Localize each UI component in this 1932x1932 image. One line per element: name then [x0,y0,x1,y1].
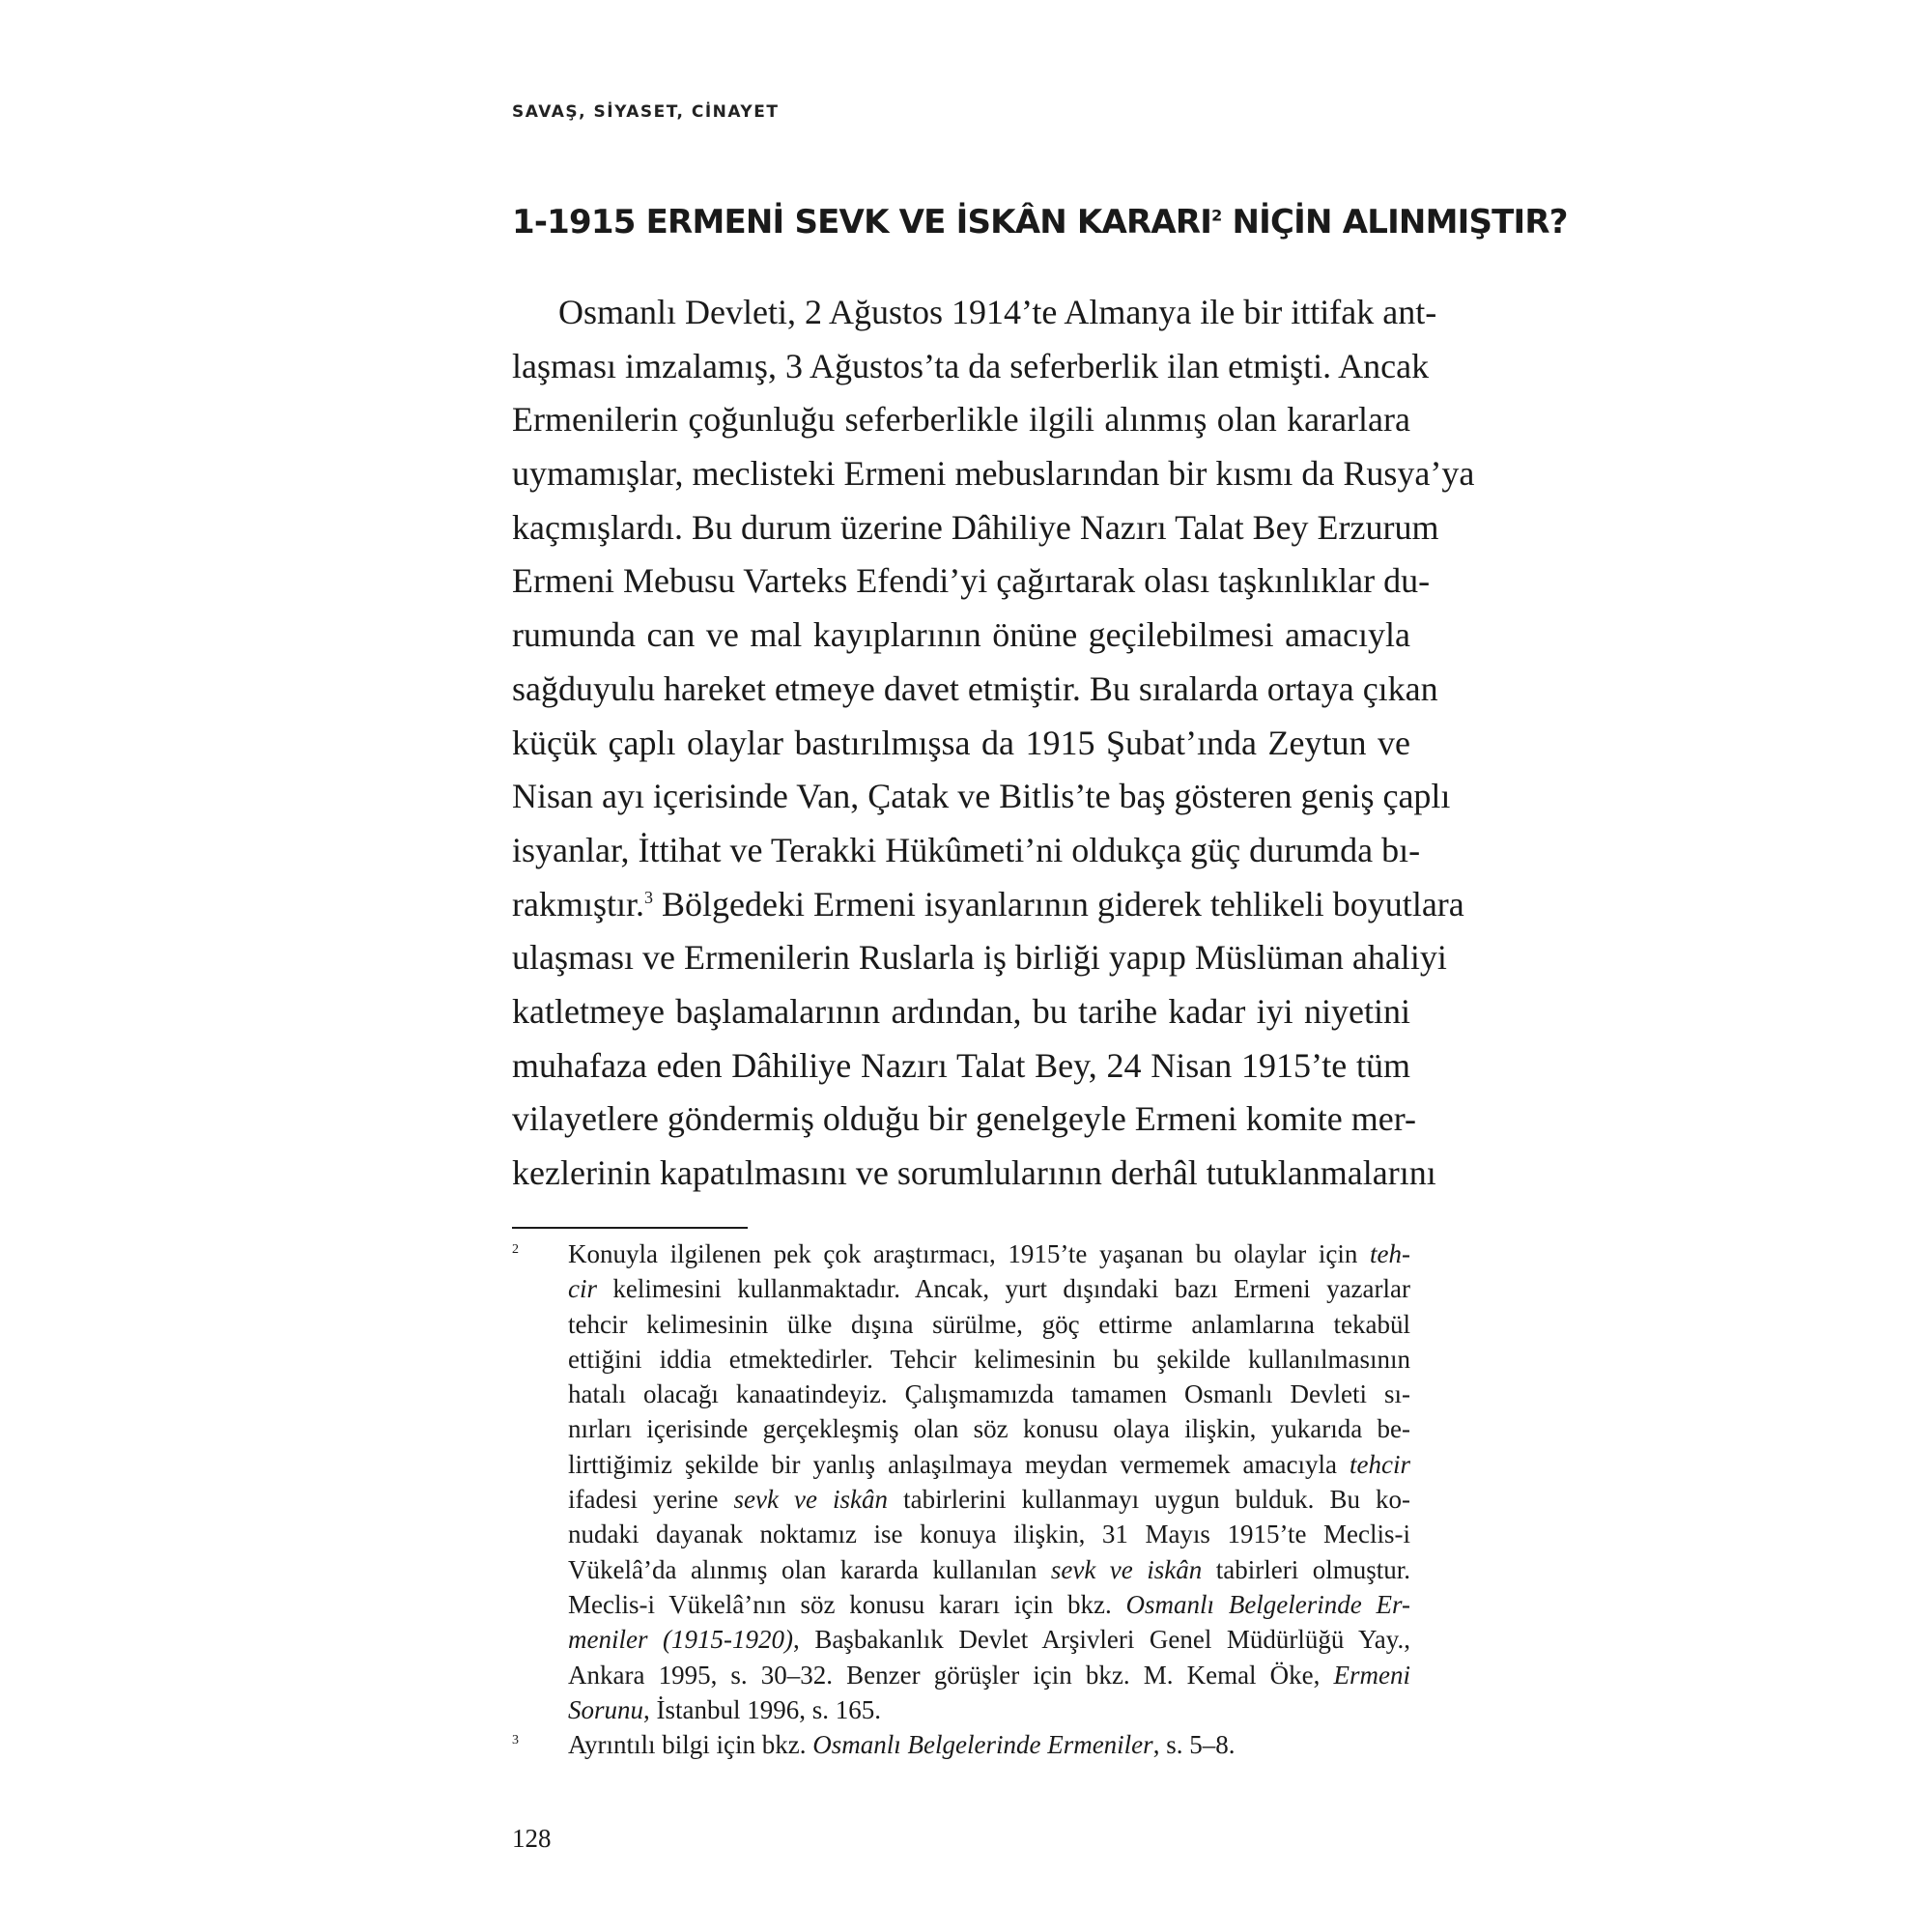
footnote-ref-3[interactable]: 3 [644,887,653,907]
footnote-italic: sevk ve iskân [733,1485,889,1515]
chapter-title-end: NİÇİN ALINMIŞTIR? [1221,203,1568,242]
body-line: uymamışlar, meclisteki Ermeni mebuslarından bir kısmı da Rusya’ya [512,454,1475,494]
book-page [512,0,1568,1932]
footnote-italic: Osmanlı Belgelerinde Ermeniler [812,1730,1153,1760]
body-line: kezlerinin kapatılmasını ve sorumlularının derhâl tutuklanmalarını [512,1153,1436,1192]
page-number: 128 [512,1824,552,1853]
footnote-line [568,1727,1410,1762]
footnote-text: ifadesi yerine [568,1485,734,1515]
footnote-italic: sevk ve iskân [1050,1554,1203,1584]
footnote-line [568,1482,1410,1517]
body-line: vilayetlere göndermiş olduğu bir genelgeyle Ermeni komite mer- [512,1099,1416,1139]
footnote-number: 3 [512,1733,519,1748]
footnote-italic: cir [568,1274,597,1304]
footnote-ref-2[interactable]: 2 [1211,206,1222,225]
body-line: küçük çaplı olaylar bastırılmışsa da 1915 Şubat’ında Zeytun ve [512,723,1410,762]
footnote-line: hatalı olacağı kanaatindeyiz. Çalışmamızda tamamen Osmanlı Devleti sı- [568,1379,1410,1409]
footnote-text: , Başbakanlık Devlet Arşivleri Genel Müdürlüğü Yay., [793,1625,1411,1655]
footnote-line [568,1658,1410,1692]
body-line: katletmeye başlamalarının ardından, bu tarihe kadar iyi niyetini [512,991,1410,1031]
footnote-number: 2 [512,1242,519,1257]
running-head: SAVAŞ, SİYASET, CİNAYET [512,102,780,122]
body-line: muhafaza eden Dâhiliye Nazırı Talat Bey, 24 Nisan 1915’te tüm [512,1045,1410,1085]
footnote-italic: tehcir [1350,1449,1410,1479]
body-text-segment: Bölgedeki Ermeni isyanlarının giderek tehlikeli boyutlara [653,884,1464,923]
footnote-3 [512,1727,1410,1762]
footnote-line [568,1587,1410,1622]
body-line [512,878,1464,932]
footnote-line [568,1692,1410,1727]
footnote-line [568,1622,1410,1657]
footnote-text: lirttiğimiz şekilde bir yanlış anlaşılmaya meydan vermemek amacıyla [568,1449,1350,1479]
footnote-text: tabirlerini kullanmayı uygun bulduk. Bu ko- [888,1485,1411,1515]
chapter-title [512,203,1568,242]
body-line: Nisan ayı içerisinde Van, Çatak ve Bitlis’te baş gösteren geniş çaplı [512,777,1451,816]
footnote-italic: Sorunu [568,1694,644,1724]
footnote-italic: Ermeni [1333,1660,1410,1690]
footnote-text: Meclis-i Vükelâ’nın söz konusu kararı için bkz. [568,1589,1126,1619]
footnote-line [568,1552,1410,1587]
footnote-text: Ayrıntılı bilgi için bkz. [568,1730,813,1760]
footnote-text: tabirleri olmuştur. [1202,1554,1410,1584]
footnote-text: Konuyla ilgilenen pek çok araştırmacı, 1915’te yaşanan bu olaylar için [568,1239,1371,1268]
body-line: laşması imzalamış, 3 Ağustos’ta da seferberlik ilan etmişti. Ancak [512,346,1430,385]
body-line: Osmanlı Devleti, 2 Ağustos 1914’te Almanya ile bir ittifak ant- [558,293,1437,331]
footnote-text: Vükelâ’da alınmış olan kararda kullanılan [568,1554,1051,1584]
footnote-line: nudaki dayanak noktamız ise konuya ilişkin, 31 Mayıs 1915’te Meclis-i [568,1520,1410,1549]
footnote-italic: meniler (1915-1920) [568,1625,794,1655]
body-line: Ermenilerin çoğunluğu seferberlikle ilgili alınmış olan kararlara [512,400,1410,440]
footnote-text: kelimesini kullanmaktadır. Ancak, yurt dışındaki bazı Ermeni yazarlar [597,1274,1410,1304]
footnote-2 [512,1236,1410,1727]
footnote-line: tehcir kelimesinin ülke dışına sürülme, göç ettirme anlamlarına tekabül [568,1309,1410,1339]
footnote-line [568,1271,1410,1306]
footnote-line: ettiğini iddia etmektedirler. Tehcir kelimesinin bu şekilde kullanılmasının [568,1344,1410,1374]
body-line: sağduyulu hareket etmeye davet etmiştir. Bu sıralarda ortaya çıkan [512,668,1438,708]
body-paragraph [512,286,1475,1201]
footnote-line [568,1447,1410,1482]
body-line: kaçmışlardı. Bu durum üzerine Dâhiliye Nazırı Talat Bey Erzurum [512,507,1439,547]
body-line: ulaşması ve Ermenilerin Ruslarla iş birliği yapıp Müslüman ahaliyi [512,938,1447,978]
body-line: Ermeni Mebusu Varteks Efendi’yi çağırtarak olası taşkınlıklar du- [512,561,1431,601]
footnote-text: , İstanbul 1996, s. 165. [643,1694,882,1724]
footnote-line [568,1236,1410,1271]
footnote-text: , s. 5–8. [1152,1730,1236,1760]
body-line: rumunda can ve mal kayıplarının önüne geçilebilmesi amacıyla [512,615,1410,655]
footnotes [512,1236,1410,1762]
footnote-italic: teh- [1370,1239,1410,1268]
chapter-title-text: 1-1915 ERMENİ SEVK VE İSKÂN KARARI [512,203,1212,242]
body-line: isyanlar, İttihat ve Terakki Hükûmeti’ni oldukça güç durumda bı- [512,830,1421,869]
footnote-italic: Osmanlı Belgelerinde Er- [1125,1589,1410,1619]
footnote-separator [512,1227,748,1229]
footnote-text: Ankara 1995, s. 30–32. Benzer görüşler için bkz. M. Kemal Öke, [568,1660,1334,1690]
body-text-segment: rakmıştır. [512,884,644,923]
footnote-line: nırları içerisinde gerçekleşmiş olan söz konusu olaya ilişkin, yukarıda be- [568,1414,1410,1444]
